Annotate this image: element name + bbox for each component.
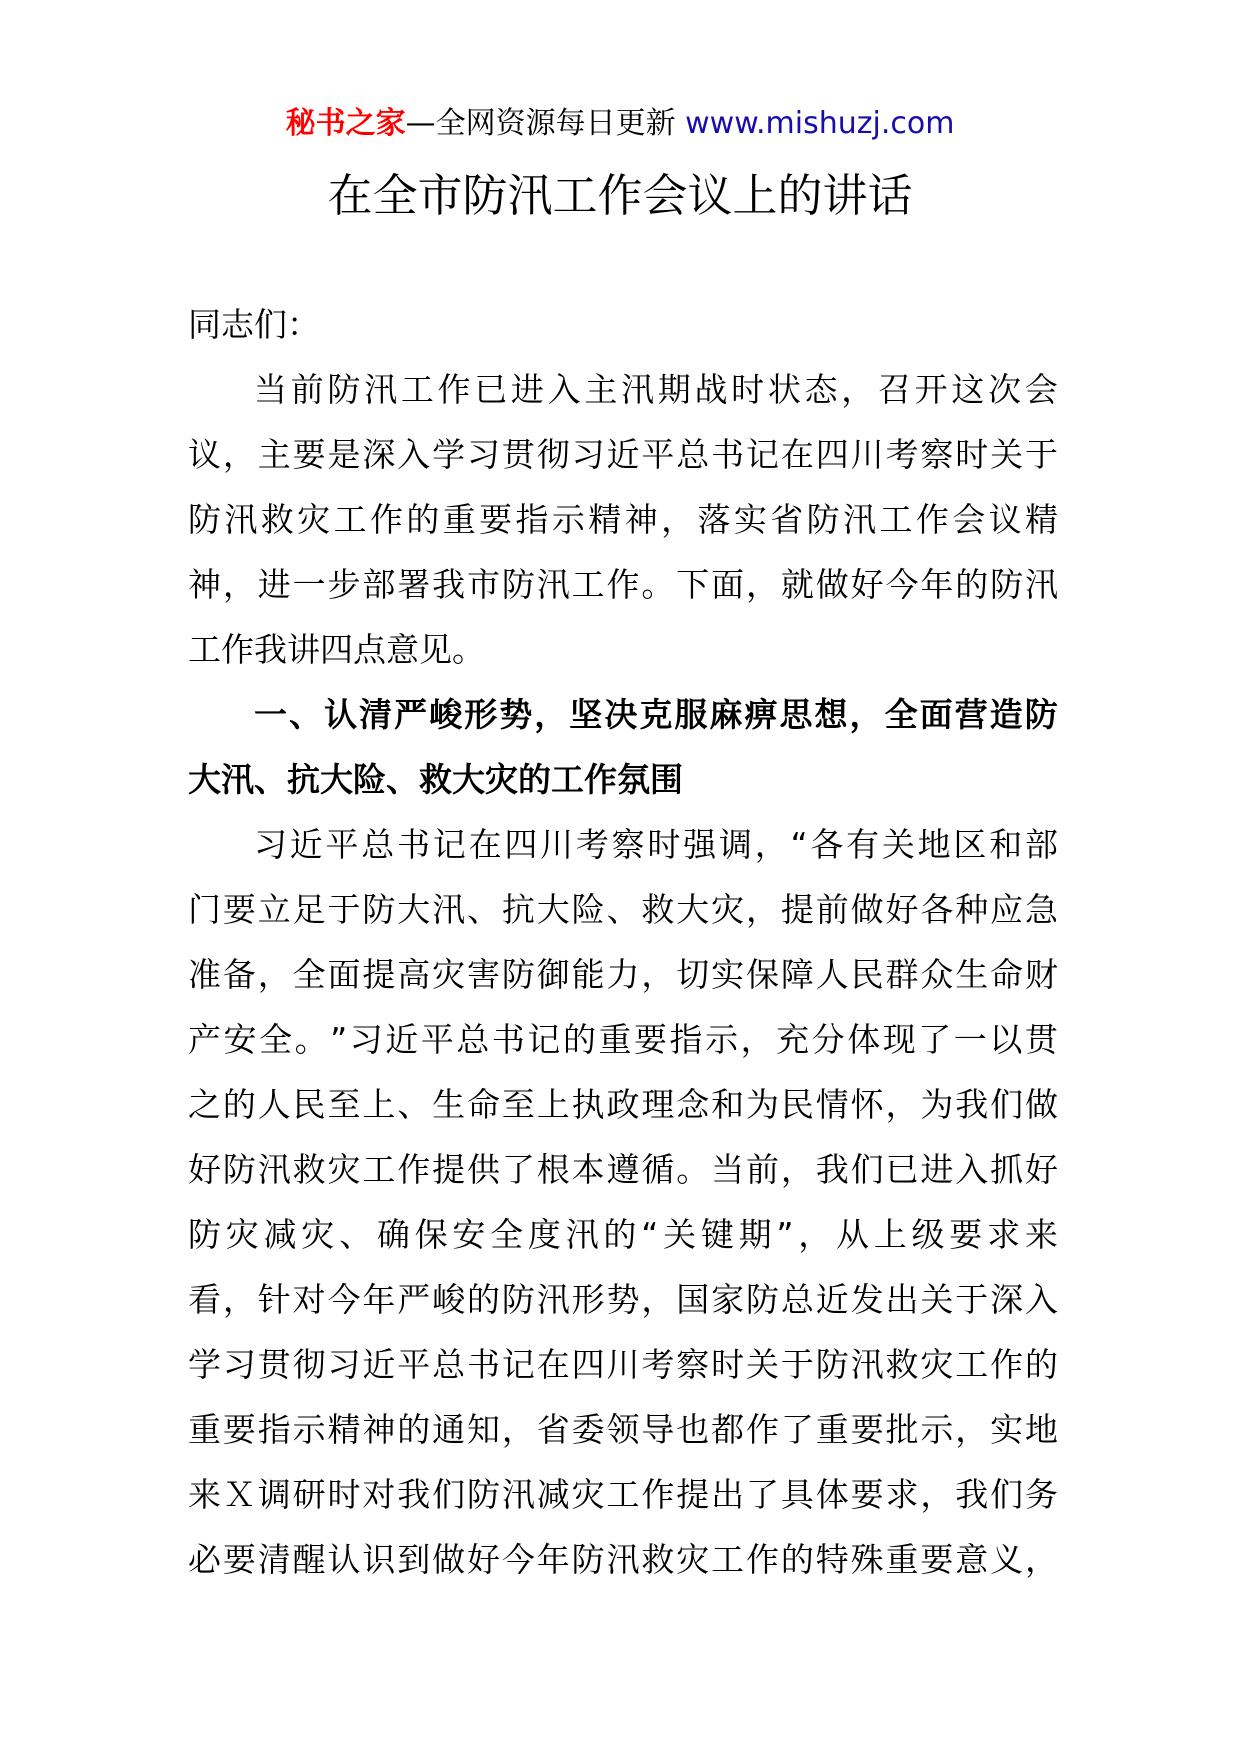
document-title: 在全市防汛工作会议上的讲话 bbox=[327, 169, 913, 222]
paragraph-line: 议 ， 主 要 是 深 入 学 习 贯 彻 习 近 平 总 书 记 在 四 川 考 察 时 关 于 bbox=[188, 435, 1058, 474]
paragraph-line: 神 ， 进 一 步 部 署 我 市 防 汛 工 作 。 下 面 ， 就 做 好 今 年 的 防 汛 bbox=[188, 565, 1058, 604]
paragraph-line: 准 备 ， 全 面 提 高 灾 害 防 御 能 力 ， 切 实 保 障 人 民 群 众 生 命 财 bbox=[188, 955, 1058, 994]
paragraph-line: 好 防 汛 救 灾 工 作 提 供 了 根 本 遵 循 。 当 前 ， 我 们 已 进 入 抓 好 bbox=[188, 1150, 1058, 1189]
paragraph-line: 来 Ｘ 调 研 时 对 我 们 防 汛 减 灾 工 作 提 出 了 具 体 要 求 ， 我 们 务 bbox=[188, 1475, 1058, 1514]
document-body bbox=[188, 292, 1058, 1592]
paragraph-line: 防 灾 减 灾 、 确 保 安 全 度 汛 的 “ 关 键 期 ” ， 从 上 级 要 求 来 bbox=[188, 1215, 1058, 1254]
paragraph-line: 看 ， 针 对 今 年 严 峻 的 防 汛 形 势 ， 国 家 防 总 近 发 出 关 于 深 入 bbox=[188, 1280, 1058, 1319]
salutation bbox=[188, 292, 1058, 357]
paragraph-line: 必 要 清 醒 认 识 到 做 好 今 年 防 汛 救 灾 工 作 的 特 殊 重 要 意 义 ， bbox=[188, 1540, 1058, 1579]
site-url-link[interactable]: www.mishuzj.com bbox=[685, 106, 955, 141]
site-header bbox=[0, 104, 1240, 144]
paragraph-line: 门 要 立 足 于 防 大 汛 、 抗 大 险 、 救 大 灾 ， 提 前 做 好 各 种 应 急 bbox=[188, 890, 1058, 929]
paragraph-line: 习 近 平 总 书 记 在 四 川 考 察 时 强 调 ， “ 各 有 关 地 区 和 部 bbox=[254, 825, 1058, 864]
section-heading-line: 大汛、抗大险、救大灾的工作氛围 bbox=[188, 760, 683, 799]
paragraph-line: 防 汛 救 灾 工 作 的 重 要 指 示 精 神 ， 落 实 省 防 汛 工 作 会 议 精 bbox=[188, 500, 1058, 539]
site-tagline: —全网资源每日更新 bbox=[405, 106, 686, 141]
paragraph-line: 重 要 指 示 精 神 的 通 知 ， 省 委 领 导 也 都 作 了 重 要 批 示 ， 实 地 bbox=[188, 1410, 1058, 1449]
paragraph-line: 工作我讲四点意见。 bbox=[188, 630, 485, 669]
site-brand: 秘书之家 bbox=[285, 106, 406, 141]
salutation-text: 同志们： bbox=[188, 305, 320, 344]
paragraph-line: 产 安 全 。 ” 习 近 平 总 书 记 的 重 要 指 示 ， 充 分 体 现 了 一 以 贯 bbox=[188, 1020, 1058, 1059]
section-heading-line: 一 、 认 清 严 峻 形 势 ， 坚 决 克 服 麻 痹 思 想 ， 全 面 营 造 防 bbox=[254, 695, 1058, 734]
paragraph-line: 之 的 人 民 至 上 、 生 命 至 上 执 政 理 念 和 为 民 情 怀 ， 为 我 们 做 bbox=[188, 1085, 1058, 1124]
paragraph-line: 当 前 防 汛 工 作 已 进 入 主 汛 期 战 时 状 态 ， 召 开 这 次 会 bbox=[254, 370, 1058, 409]
paragraph-line: 学 习 贯 彻 习 近 平 总 书 记 在 四 川 考 察 时 关 于 防 汛 救 灾 工 作 的 bbox=[188, 1345, 1058, 1384]
